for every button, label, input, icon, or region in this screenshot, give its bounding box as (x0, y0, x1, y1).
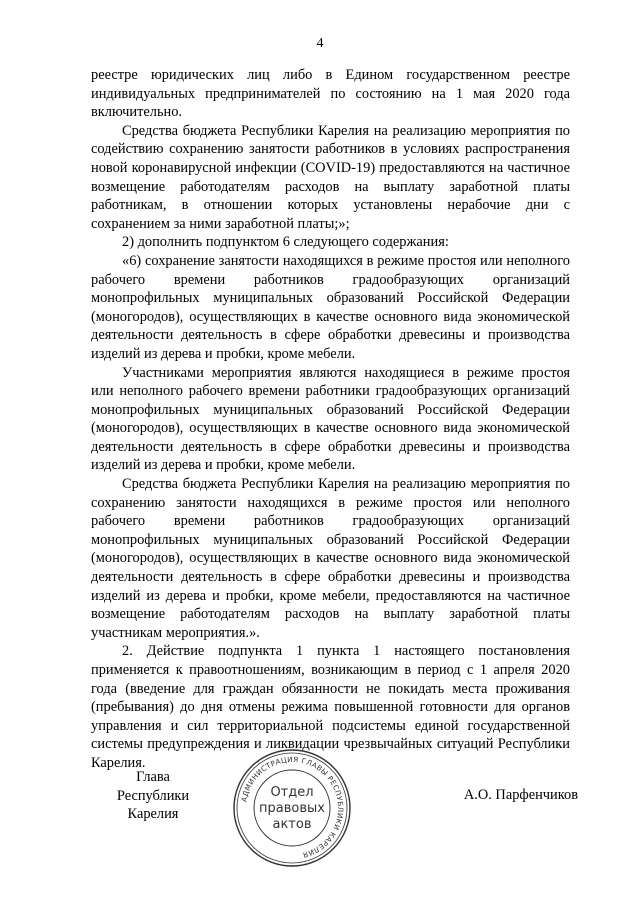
signatory-title (91, 768, 215, 824)
signatory-title-line1: Глава (136, 769, 170, 785)
signatory-title-line2: Республики Карелия (116, 787, 190, 823)
document-body (91, 66, 570, 773)
stamp-outer-text: АДМИНИСТРАЦИЯ ГЛАВЫ РЕСПУБЛИКИ КАРЕЛИЯ (239, 754, 346, 860)
paragraph-amendment-2: 2) дополнить подпунктом 6 следующего содержания: (122, 234, 449, 251)
paragraph-participants: Участниками мероприятия являются находящиеся в режиме простоя или неполного рабочего времени работники градообразующих организаций монопрофильных муниципальных образований Российской Федерации (моногородов), осуществляющих в качестве основного вида экономической деятельности деятельность в сфере обработки древесины и производства изделий из дерева и пробки, кроме мебели. (91, 364, 570, 474)
page-number: 4 (316, 36, 324, 51)
stamp-line1: Отдел (270, 785, 314, 800)
official-stamp (230, 746, 354, 870)
signature-block (91, 754, 581, 878)
stamp-line3: актов (272, 817, 312, 832)
signatory-name: А.О. Парфенчиков (463, 787, 578, 803)
paragraph-continuation: реестре юридических лиц либо в Едином государственном реестре индивидуальных предпринимателей по состоянию на 1 мая 2020 года включительно. (91, 67, 570, 121)
paragraph-effective-date: 2. Действие подпункта 1 пункта 1 настоящего постановления применяется к правоотношениям, возникающим в период с 1 апреля 2020 года (введение для граждан обязанности не покидать места проживания (пребывания) до дня отмены режима повышенной готовности для органов управления и сил территориальной подсистемы единой государственной системы предупреждения и ликвидации чрезвычайных ситуаций Республики Карелия. (91, 643, 570, 771)
paragraph-subitem-6: «6) сохранение занятости находящихся в режиме простоя или неполного рабочего времени работников градообразующих организаций монопрофильных муниципальных образований Российской Федерации (моногородов), осуществляющих в качестве основного вида экономической деятельности деятельность в сфере обработки древесины и производства изделий из дерева и пробки, кроме мебели. (91, 252, 570, 362)
stamp-line2: правовых (259, 801, 325, 816)
paragraph-budget-funds-covid: Средства бюджета Республики Карелия на реализацию мероприятия по содействию сохранению занятости работников в условиях распространения новой коронавирусной инфекции (COVID-19) предоставляются на частичное возмещение работодателям расходов на выплату заработной платы работникам, в отношении которых установлены нерабочие дни с сохранением за ними заработной платы;»; (91, 122, 570, 232)
paragraph-budget-funds-monotowns: Средства бюджета Республики Карелия на реализацию мероприятия по сохранению занятости находящихся в режиме простоя или неполного рабочего времени работников градообразующих организаций монопрофильных муниципальных образований Российской Федерации (моногородов), осуществляющих в качестве основного вида экономической деятельности деятельность в сфере обработки древесины и производства изделий из дерева и пробки, кроме мебели, предоставляются на частичное возмещение работодателям расходов на выплату заработной платы участникам мероприятия.». (91, 476, 570, 641)
